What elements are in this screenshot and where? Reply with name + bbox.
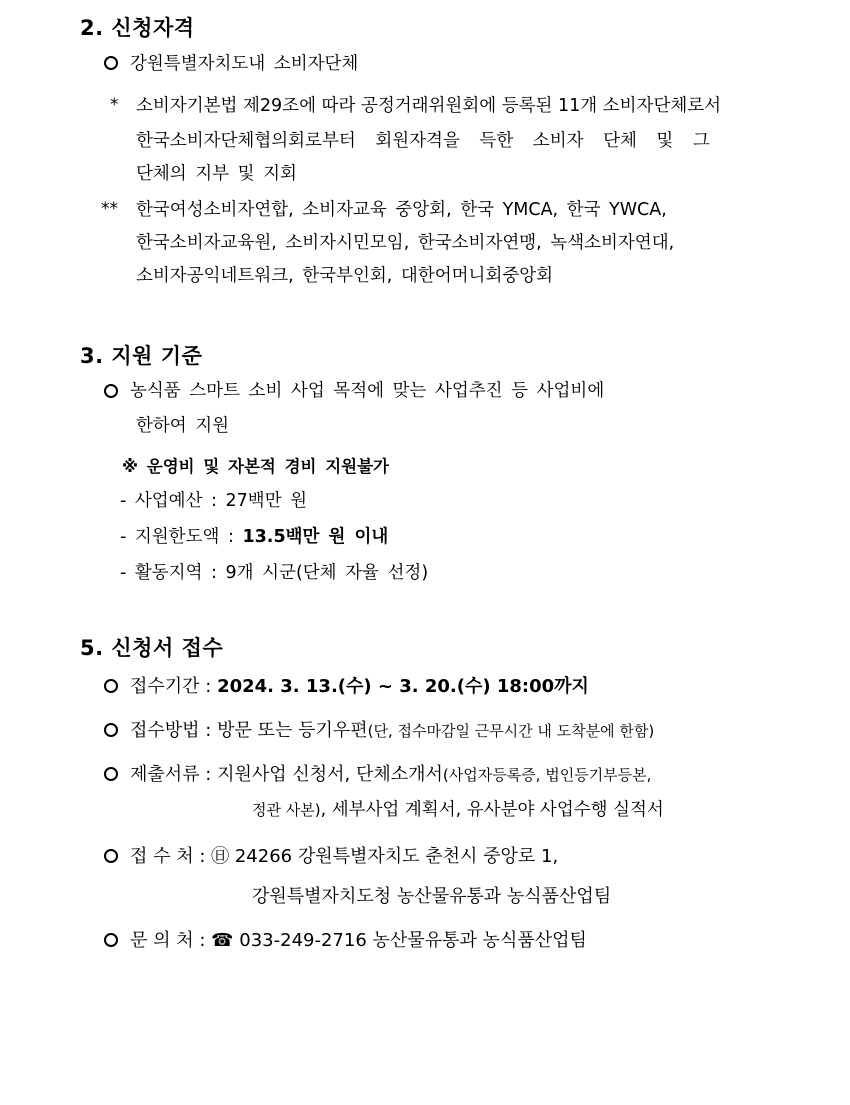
section-2-heading: 2. 신청자격 <box>80 16 195 40</box>
region-label: - 활동지역 : <box>120 563 226 583</box>
limit-label: - 지원한도액 : <box>120 527 243 547</box>
section-3-heading: 3. 지원 기준 <box>80 344 203 368</box>
eligibility-main: 강원특별자치도내 소비자단체 <box>130 54 359 74</box>
contact-value: ☎ 033-249-2716 농산물유통과 농식품산업팀 <box>211 930 587 951</box>
note2-line-2: 한국소비자교육원, 소비자시민모임, 한국소비자연맹, 녹색소비자연대, <box>136 233 675 253</box>
limit-row <box>120 523 388 548</box>
hollow-circle-bullet-icon <box>104 933 118 947</box>
support-notice: ※ 운영비 및 자본적 경비 지원불가 <box>122 457 389 476</box>
budget-row <box>120 487 307 512</box>
period-value: 2024. 3. 13.(수) ~ 3. 20.(수) 18:00까지 <box>217 676 589 697</box>
address-line-2: 강원특별자치도청 농산물유통과 농식품산업팀 <box>252 886 612 907</box>
budget-label: - 사업예산 : <box>120 491 226 511</box>
address-label: 접 수 처 : <box>130 846 212 867</box>
hollow-circle-bullet-icon <box>104 849 118 863</box>
contact-row <box>130 926 587 952</box>
budget-value: 27백만 원 <box>225 491 308 511</box>
hollow-circle-bullet-icon <box>104 56 118 70</box>
note-asterisk-mark: * <box>110 95 119 115</box>
note2-line-3: 소비자공익네트워크, 한국부인회, 대한어머니회중앙회 <box>136 266 554 286</box>
note1-line-1: 소비자기본법 제29조에 따라 공정거래위원회에 등록된 11개 소비자단체로서 <box>136 96 722 116</box>
method-value: 방문 또는 등기우편 <box>217 720 368 741</box>
hollow-circle-bullet-icon <box>104 723 118 737</box>
docs-row <box>130 760 651 786</box>
support-main-line-1: 농식품 스마트 소비 사업 목적에 맞는 사업추진 등 사업비에 <box>130 381 605 401</box>
address-row <box>130 842 558 868</box>
note1-line-2: 한국소비자단체협의회로부터 회원자격을 득한 소비자 단체 및 그 <box>136 131 710 151</box>
contact-label: 문 의 처 : <box>130 930 212 951</box>
method-label: 접수방법 : <box>130 720 218 741</box>
note-double-asterisk-mark: ** <box>101 199 118 219</box>
address-line-1: ㊐ 24266 강원특별자치도 춘천시 중앙로 1, <box>211 846 559 867</box>
hollow-circle-bullet-icon <box>104 384 118 398</box>
support-main-line-2: 한하여 지원 <box>136 416 230 436</box>
note2-line-1: 한국여성소비자연합, 소비자교육 중앙회, 한국 YMCA, 한국 YWCA, <box>136 200 667 220</box>
hollow-circle-bullet-icon <box>104 679 118 693</box>
note1-line-3: 단체의 지부 및 지회 <box>136 164 297 184</box>
docs-line2-value: , 세부사업 계획서, 유사분야 사업수행 실적서 <box>320 800 664 820</box>
limit-value: 13.5백만 원 이내 <box>242 527 389 547</box>
section-5-heading: 5. 신청서 접수 <box>80 636 224 660</box>
docs-row-2 <box>252 796 664 821</box>
method-row <box>130 716 654 742</box>
docs-value: 지원사업 신청서, 단체소개서 <box>217 764 443 785</box>
hollow-circle-bullet-icon <box>104 767 118 781</box>
docs-note: (사업자등록증, 법인등기부등본, <box>442 766 652 784</box>
period-label: 접수기간 : <box>130 676 218 697</box>
period-row <box>130 672 589 698</box>
docs-label: 제출서류 : <box>130 764 218 785</box>
docs-line2-note: 정관 사본) <box>252 801 321 819</box>
region-row <box>120 559 428 584</box>
region-value: 9개 시군(단체 자율 선정) <box>225 563 429 583</box>
method-note: (단, 접수마감일 근무시간 내 도착분에 한함) <box>367 722 655 740</box>
